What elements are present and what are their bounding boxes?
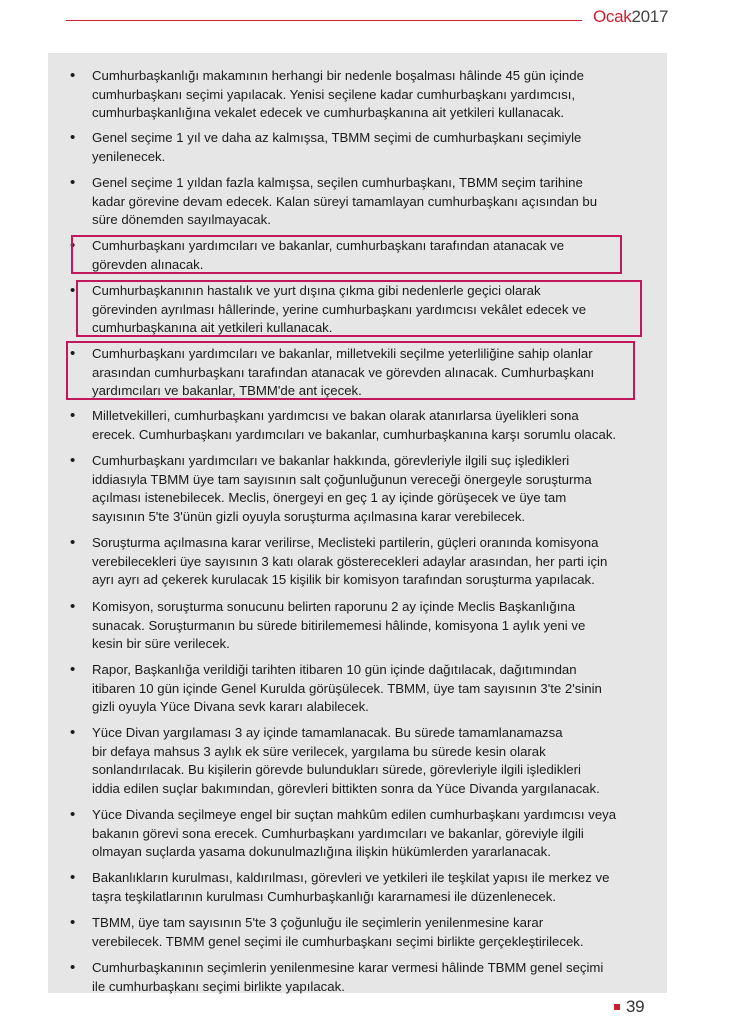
list-item-text: Bakanlıkların kurulması, kaldırılması, görevleri ve yetkileri ile teşkilat yapısı ile merkez ve taşra teşkilatlarının kurulması Cumhurbaşkanlığı kararnamesi ile düzenlenecek. [92, 870, 610, 904]
bullet-icon: • [70, 345, 76, 362]
list-item-text: Soruşturma açılmasına karar verilirse, Meclisteki partilerin, güçleri oranında komisyona verebilecekleri üye sayısının 3 katı olarak gösterecekleri adaylar arasından, her parti için ayrı ayrı ad çekerek kurulacak 15 kişilik bir komisyon tarafından soruşturma yapılacak. [92, 535, 608, 587]
bullet-icon: • [70, 598, 76, 615]
header-month: Ocak [593, 7, 632, 26]
bullet-icon: • [70, 914, 76, 931]
list-item-text: Cumhurbaşkanı yardımcıları ve bakanlar, milletvekili seçilme yeterliliğine sahip olanlar arasından cumhurbaşkanı tarafından atanacak ve görevden alınacak. Cumhurbaşkanı yardımcıları ve bakanlar, TBMM'de ant içecek. [92, 346, 595, 398]
list-item-text: Milletvekilleri, cumhurbaşkanı yardımcısı ve bakan olarak atanırlarsa üyelikleri sona erecek. Cumhurbaşkanı yardımcıları ve bakanlar, cumhurbaşkanına karşı sorumlu olacak. [92, 408, 617, 442]
bullet-icon: • [70, 869, 76, 886]
list-item-text: Cumhurbaşkanının hastalık ve yurt dışına çıkma gibi nedenlerle geçici olarak görevinden ayrılması hâllerinde, yerine cumhurbaşkanı yardımcısı vekâlet edecek ve cumhurbaşkanına ait yetkileri kullanacak. [92, 283, 587, 335]
footer-accent-square [614, 1004, 620, 1010]
page-number: 39 [626, 997, 645, 1016]
header-rule [66, 20, 582, 21]
bullet-icon: • [70, 959, 76, 976]
header-date [593, 7, 668, 27]
list-item-text: Komisyon, soruşturma sonucunu belirten raporunu 2 ay içinde Meclis Başkanlığına sunacak. Soruşturmanın bu sürede bitirilememesi hâlinde, komisyona 1 aylık yeni ve kesin bir süre verilecek. [92, 599, 586, 651]
bullet-icon: • [70, 661, 76, 678]
list-item-text: Cumhurbaşkanı yardımcıları ve bakanlar, cumhurbaşkanı tarafından atanacak ve görevden alınacak. [92, 238, 565, 272]
bullet-icon: • [70, 452, 76, 469]
list-item-text: Yüce Divanda seçilmeye engel bir suçtan mahkûm edilen cumhurbaşkanı yardımcısı veya bakanın görevi sona erecek. Cumhurbaşkanı yardımcıları ve bakanlar, göreviyle ilgili olmayan suçlarda yasama dokunulmazlığına ilişkin hükümlerden yararlanacak. [92, 807, 617, 859]
header-year: 2017 [631, 7, 669, 26]
list-item-text: Rapor, Başkanlığa verildiği tarihten itibaren 10 gün içinde dağıtılacak, dağıtımından itibaren 10 gün içinde Genel Kurulda görüşülecek. TBMM, üye tam sayısının 3'te 2'sinin gizli oyuyla Yüce Divana sevk kararı alabilecek. [92, 662, 602, 714]
bullet-icon: • [70, 407, 76, 424]
list-item-text: Genel seçime 1 yıl ve daha az kalmışsa, TBMM seçimi de cumhurbaşkanı seçimiyle yenilenecek. [92, 130, 582, 164]
list-item-text: Cumhurbaşkanı yardımcıları ve bakanlar hakkında, görevleriyle ilgili suç işledikleri iddiasıyla TBMM üye tam sayısının salt çoğunluğunun vereceği önergeyle soruşturma açılması istenebilecek. Meclis, önergeyi en geç 1 ay içinde görüşecek ve üye tam sayısının 5'te 3'ünün gizli oyuyla soruşturma açılmasına karar verebilecek. [92, 453, 592, 524]
bullet-icon: • [70, 174, 76, 191]
list-item-text: Cumhurbaşkanının seçimlerin yenilenmesine karar vermesi hâlinde TBMM genel seçimi ile cumhurbaşkanı seçimi birlikte yapılacak. [92, 960, 604, 994]
bullet-icon: • [70, 282, 76, 299]
list-item-text: Cumhurbaşkanlığı makamının herhangi bir nedenle boşalması hâlinde 45 gün içinde cumhurbaşkanı seçimi yapılacak. Yenisi seçilene kadar cumhurbaşkanı yardımcısı, cumhurbaşkanlığına vekalet edecek ve cumhurbaşkanına ait yetkileri kullanacak. [92, 68, 584, 120]
list-item-text: Genel seçime 1 yıldan fazla kalmışsa, seçilen cumhurbaşkanı, TBMM seçim tarihine kadar görevine devam edecek. Kalan süreyi tamamlayan cumhurbaşkanı açısından bu süre dönemden sayılmayacak. [92, 175, 598, 227]
bullet-icon: • [70, 129, 76, 146]
bullet-icon: • [70, 237, 76, 254]
list-item-text: TBMM, üye tam sayısının 5'te 3 çoğunluğu ile seçimlerin yenilenmesine karar verebilecek. TBMM genel seçimi ile cumhurbaşkanı seçimi birlikte gerçekleştirilecek. [92, 915, 584, 949]
bullet-icon: • [70, 724, 76, 741]
bullet-icon: • [70, 806, 76, 823]
list-item-text: Yüce Divan yargılaması 3 ay içinde tamamlanacak. Bu sürede tamamlanamazsa bir defaya mahsus 3 aylık ek süre verilecek, yargılama bu sürede kesin olarak sonlandırılacak. Bu kişilerin görevde bulundukları sürede, görevleriyle ilgili işledikleri iddia edilen suçlar bakımından, görevleri bittikten sonra da Yüce Divanda yargılanacak. [92, 725, 600, 796]
bullet-icon: • [70, 534, 76, 551]
bullet-icon: • [70, 67, 76, 84]
